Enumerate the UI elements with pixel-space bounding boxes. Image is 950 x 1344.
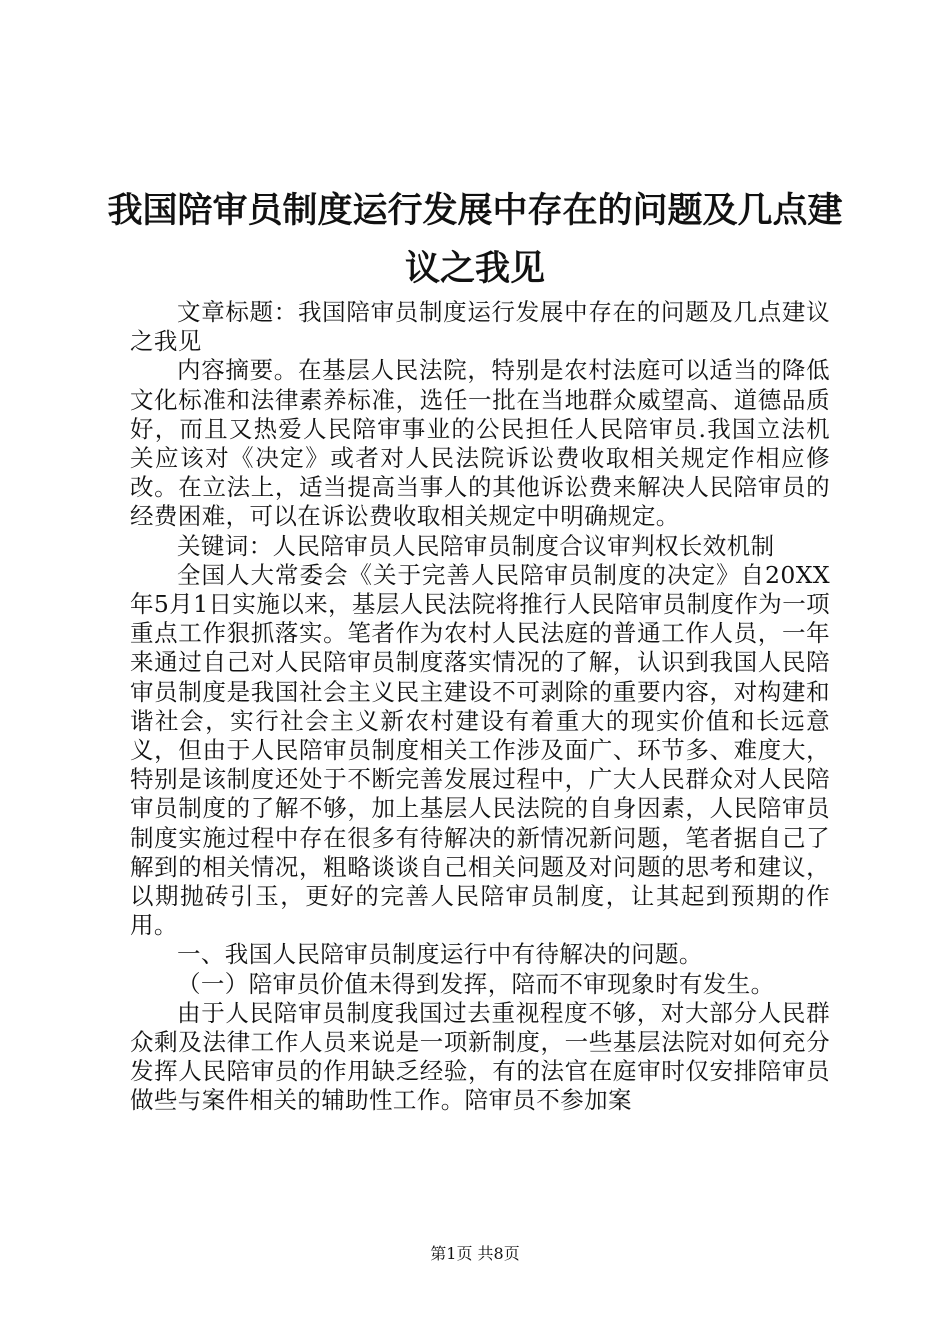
page-number-footer: 第1页 共8页 <box>430 1244 520 1263</box>
paragraph-keywords: 关键词：人民陪审员人民陪审员制度合议审判权长效机制 <box>177 531 775 560</box>
paragraph-introduction: 全国人大常委会《关于完善人民陪审员制度的决定》自20XX年5月1日实施以来，基层人民法院将推行人民陪审员制度作为一项重点工作狠抓落实。笔者作为农村人民法庭的普通工作人员，一年来通过自己对人民陪审员制度落实情况的了解，认识到我国人民陪审员制度是我国社会主义民主建设不可剥除的重要内容，对构建和谐社会，实行社会主义新农村建设有着重大的现实价值和长远意义，但由于人民陪审员制度相关工作涉及面广、环节多、难度大，特别是该制度还处于不断完善发展过程中，广大人民群众对人民陪审员制度的了解不够，加上基层人民法院的自身因素，人民陪审员制度实施过程中存在很多有待解决的新情况新问题，笔者据自己了解到的相关情况，粗略谈谈自己相关问题及对问题的思考和建议，以期抛砖引玉，更好的完善人民陪审员制度，让其起到预期的作用。 <box>130 560 830 940</box>
paragraph-body: 由于人民陪审员制度我国过去重视程度不够，对大部分人民群众剩及法律工作人员来说是一项新制度，一些基层法院对如何充分发挥人民陪审员的作用缺乏经验，有的法官在庭审时仅安排陪审员做些与案件相关的辅助性工作。陪审员不参加案 <box>130 998 830 1115</box>
document-title: 我国陪审员制度运行发展中存在的问题及几点建议之我见 <box>107 190 843 289</box>
subsection-heading-1: （一）陪审员价值未得到发挥，陪而不审现象时有发生。 <box>177 969 775 998</box>
section-heading-1: 一、我国人民陪审员制度运行中有待解决的问题。 <box>177 940 703 969</box>
document-body <box>130 298 830 1116</box>
paragraph-abstract: 内容摘要。在基层人民法院，特别是农村法庭可以适当的降低文化标准和法律素养标准，选任一批在当地群众威望高、道德品质好，而且又热爱人民陪审事业的公民担任人民陪审员.我国立法机关应该对《决定》或者对人民法院诉讼费收取相关规定作相应修改。在立法上，适当提高当事人的其他诉讼费来解决人民陪审员的经费困难，可以在诉讼费收取相关规定中明确规定。 <box>130 356 830 531</box>
paragraph-article-title: 文章标题：我国陪审员制度运行发展中存在的问题及几点建议之我见 <box>130 298 830 356</box>
